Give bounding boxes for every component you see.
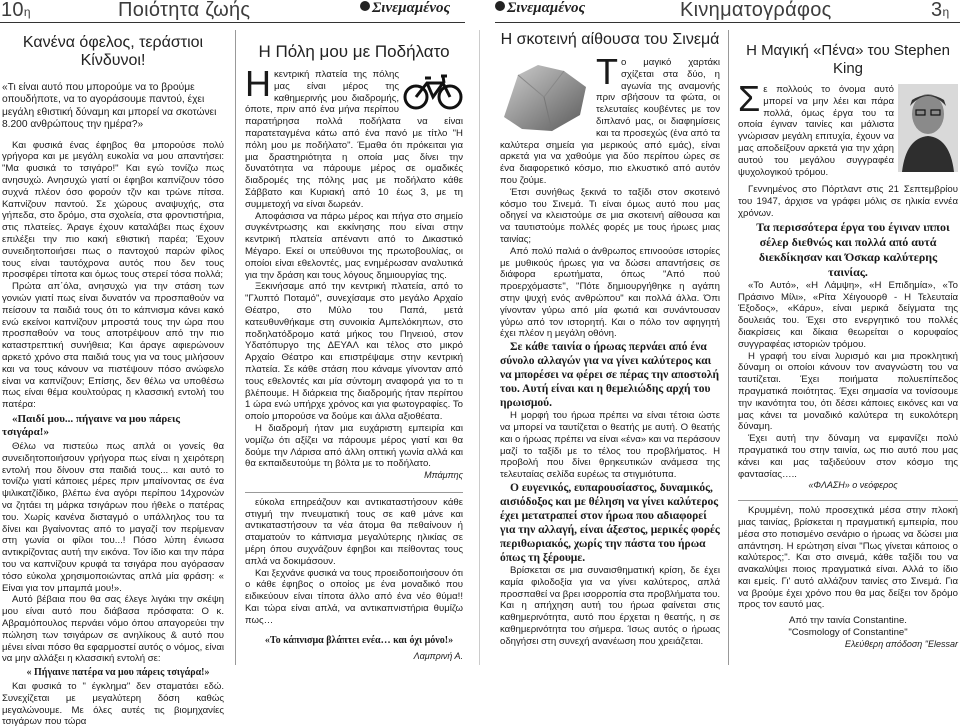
paragraph: Η διαδρομή ήταν μια ευχάριστη εμπειρία και νομίζω ότι αξίζει να πάρουμε μέρος γιατί και θα δούμε την Λάρισα από άλλη οπτική γωνία αλλά και θα εκπαιδευτούμε τη βόλτα με το ποδήλατο. — [245, 422, 463, 470]
cinema-photo — [500, 57, 592, 137]
credit-line: Από την ταινία Constantine. — [789, 615, 907, 627]
pull-quote: Σε κάθε ταινία ο ήρωας περνάει από ένα σύνολο αλλαγών για να γίνει καλύτερος και να μπορέσει να φέρει σε πέρας την αποστολή του. Αυτή είναι και η θεμελιώδης αρχή του ηρωισμού. — [500, 341, 720, 410]
paragraph: Αποφάσισα να πάρω μέρος και πήγα στο σημείο συγκέντρωσης και εκκίνησης που είναι στην κεντρική πλατεία απέναντι από το Δικαστικό Μέγαρο. Εκεί οι υπεύθυνοι της πρωτοβουλίας, οι οποίοι είναι εθελοντές, μας ενημέρωσαν αναλυτικά για την δράση και τους λόγους δημιουργίας της. — [245, 210, 463, 281]
paragraph: Η γραφή του είναι λυρισμό και μια προκλητική δύναμη οι οποίοι κάνουν τον αναγνώστη του να ταυτίζεται. Έχει ποιήματα πολυεπίπεδος πραγματικά ποιότητας. Έχει σημασία να τονίσουμε την ικανότητα του, ότι δέσει κάποιες εικόνες και να μας κάνει τα μοναδικό καλύτερα τη ευκολότερη δύναμη. — [738, 350, 958, 433]
right-page-header — [495, 0, 960, 23]
article-bicycle — [245, 28, 463, 667]
author-signature: «ΦΛΑΣΗ» ο νεόφερος — [808, 480, 898, 491]
paragraph: Κρυμμένη, πολύ προσεχτικά μέσα στην πλοκή μιας ταινίας, βρίσκεται η πραγματική εμπειρία, που μέσα στο ποτισμένο σενάριο ο ήρωας να δώσει μια απάντηση. Η ερώτηση είναι "Πως γίνεται κάποιος ο καλύτερος;". Και στο σινεμά, κάθε ταξίδι του να ανακαλύψει ποιος πραγματικά είναι. Αλλά το ίδιο και εμείς. Γι' αυτό αλλάζουν ταινίες στο Σινεμά. Για να βρούμε έχει χρόνο που θα μας δείξει τον δρόμο προς τον εαυτό μας. — [738, 505, 958, 611]
paragraph: Γεννημένος στο Πόρτλαντ στις 21 Σεπτεμβρίου του 1947, άρχισε να γράφει μόλις σε ηλικία εννέα χρόνων. — [738, 184, 958, 219]
right-section-title: Κινηματογράφος — [680, 0, 832, 21]
paragraph: Και φυσικά ένας έφηβος θα μπορούσε πολύ γρήγορα και με μεγάλη ευκολία να μου απαντήσει: "Μα φυσικά το τσιγάρο!" Και εγώ τονίζω πως ανησυχώ. Ανησυχώ γιατί οι έφηβοι καπνίζουν τόσο συχνά πλέον όσο φορούν τζιν και τρώνε πίτσα. Καπνίζουν παντού. Σε χώρους αναψυχής, στα γήπεδα, στο δρόμο, στα σχολεία, στα φροντιστήρια, στις πλατείες. Άραγε έχουν καταλάβει πως έχουν επιλέξει την πιο κακή εθιστική παρέα; Έχουν συνειδητοποιήσει πως ο παντοχού παρών φίλος τους είναι ταυτόχρονα αυτός που δεν τους προσφέρει τίποτα και όμως τους στερεί τόσα πολλά; — [2, 139, 224, 281]
paragraph: Και φυσικά το " έγκλημα" δεν σταματάει εδώ. Συνεχίζεται με μεγαλύτερη δόση καθώς μεγαλώνουμε. Με όλες αυτές τις βιομηχανίες τσιγάρων που τώρα — [2, 681, 224, 728]
paragraph: εύκολα επηρεάζουν και αντικαταστήσουν κάθε στιγμή την πνευματική τους σε καθ μάνε και αντικαταστήσουν τα νέα άτομα θα πεθαίνουν ή σταματούν το κάπνισμα μεγαλύτερης ηλικίας σε μέρη όπου συχνάζουν έφηβοι και πείθοντας τους απλά να δοκιμάσουν. — [245, 496, 463, 567]
paragraph: Βρίσκεται σε μια συναισθηματική κρίση, δε έχει καμία φιλοδοξία για να γίνει καλύτερος, απλά προσπαθεί να βρει ισορροπία στα προβλήματα του. Και η απήχηση αυτή του ήρωα φαίνεται στις καθημερινότητα, αυτό που έρχεται η θεατής, η σε καθημερινότητα του σήμερα. Ίσως αυτός ο ήρωας οδηγήσει στη συνεχή ανανέωση που χρειάζεται. — [500, 564, 720, 647]
article-title: Η Μαγική «Πένα» του Stephen King — [746, 42, 950, 77]
paragraph: Πρώτα απ΄όλα, ανησυχώ για την στάση των γονιών γιατί πως είναι δυνατόν να προσπαθούν να πείσουν τα παιδιά τους ότι το κάπνισμα κάνει κακό ενώ εκείνοι καπνίζουν μπροστά τους την ώρα που προσπαθούν να τους αποτρέψουν από την πιο καταστρεπτική συνήθεια; Και άραγε αφιερώνουν αρκετό χρόνο στα παιδιά τους για να τους μιλήσουν και να τους κάνουν να πιστέψουν πόσο ανώφελο είναι να καπνίζουν; Επίσης, δεν θέλω να υποθέσω πως είναι θέμα κουλτούρας η κλασσική εντολή του πατέρα: — [2, 281, 224, 411]
article-title: Η Πόλη μου με Ποδήλατο — [258, 42, 450, 61]
pull-quote: «Παιδί μου... πήγαινε να μου πάρεις τσιγάρα!» — [2, 412, 181, 438]
gutter-rule — [479, 30, 480, 665]
author-portrait — [898, 84, 958, 172]
pull-quote: Τα περισσότερα έργα του έγιναν ιπποι σέλερ διεθνώς και πολλά από αυτά διεκδίκησαν και Όσκαρ καλύτερης ταινίας. — [756, 219, 950, 279]
left-page-header — [0, 0, 465, 23]
drop-cap: Σ — [738, 78, 761, 119]
pull-quote: Ο ευγενικός, ευπαρουσίαστος, δυναμικός, αισιόδοξος και με θέληση να γίνει καλύτερος έχει μετατραπεί στον ήρωα που αδιαφορεί για την αλλαγή, είναι άξεστος, μερικές φορές περιθωριακός, χωρίς την πάστα του ήρωα όπως τη ξέρουμε. — [500, 481, 720, 564]
article-stephen-king — [738, 28, 958, 667]
section-divider — [738, 500, 958, 501]
intro-text: «Τι είναι αυτό που μπορούμε να το βρούμε οπουδήποτε, να το αγοράσουμε παντού, έχει μεγάλη εθιστική δύναμη και μπορεί να σκοτώνει 8.200 ανθρώπους την ημέρα?» — [2, 82, 217, 131]
author-signature: Λαμπρινή Α. — [413, 650, 463, 661]
credit-line: "Cosmology of Constantine" — [788, 627, 908, 639]
lead-paragraph: ε πολλούς το όνομα αυτό μπορεί να μην λέει και πάρα πολλά, όμως έργα του τα οποία έγιναν ταινίες και μάλιστα γνώρισαν μεγάλη επιτυχία, έχουν να μας αποδείξουν αρκετά για την χάρη αυτού του μεγάλου συγγραφέα ψυχολογικού τρόμου. — [738, 84, 894, 178]
film-reel-icon — [360, 1, 370, 11]
article-title: Η σκοτεινή αίθουσα του Σινεμά — [500, 31, 720, 48]
left-section-title: Ποιότητα ζωής — [118, 0, 251, 21]
section-divider — [245, 492, 463, 493]
paragraph: Έχει αυτή την δύναμη να εμφανίζει πολύ πραγματικά του στην ταινία, ως πιο αυτό που μας κάνει και μας ταξιδεύουν στον κόσμο της φαντασίας….. — [738, 433, 958, 480]
pull-quote: « Πήγαινε πατέρα να μου πάρεις τσιγάρα!» — [26, 667, 210, 679]
paragraph: Θέλω να πιστεύω πως απλά οι γονείς θα συνειδητοποιήσουν γρήγορα πως είναι η χειρότερη εντολή που δίνουν στα παιδιά τους... και αυτό το τονίζω γιατί κάποιες μέρες πριν μπαίνοντας σε ένα ψιλικατζίδικο, βλέπω ένα αγόρι περίπου 14χρονών να ζητάει τη μάρκα τσιγάρων που ήθελε ο πατέρας του. Χωρίς κανένα δισταγμό ο υπάλληλος του τα δίνει και βγαίνοντας από το μαγαζί τον περίμεναν στη γωνία οι φίλοι του...! Πόσο λύπη ένιωσα αντικρίζοντας αυτή την εικόνα. Τον ίδιο και την πάρα του να καπνίζουν κρυφά τα τσιγάρα που αγόρασαν τόσο εύκολα χρησιμοποιώντας απλά μία φράση: « Είναι για τον μπαμπά μου!». — [2, 440, 224, 594]
paragraph: Η μορφή του ήρωα πρέπει να είναι τέτοια ώστε να μπορεί να ταυτίζεται ο θεατής με αυτή. Ο θεατής και ο ήρωας πρέπει να είναι «ένα» και να περάσουν μαζί το ταξίδι με το τέλος του προβλήματος. Η προβολή που δίνει θρηκευτικών ανάμεσα της τελευταίας σελίδα ευρέως τα στιγμιότυπα. — [500, 410, 720, 481]
brand-logo-right: Σινεμαμένος — [495, 0, 585, 17]
drop-cap: Η — [245, 63, 271, 104]
article-cinema — [500, 28, 720, 667]
bicycle-icon — [403, 69, 463, 111]
lead-paragraph: κεντρική πλατεία της πόλης μας είναι μέρος της καθημερινής μου διαδρομής, όποτε, πριν από ένα μήνα περίπου παρατήρησα πολλά ποδήλατα να είναι παρατεταγμένα κάτω από ένα πανό με τίτλο "Η πόλη μου με ποδήλατο". Έμαθα ότι πρόκειται για μια δραστηριότητα η οποία μας δίνει την δυνατότητα να πάρουμε μέρος σε ομαδικές διαδρομές της πόλης μας με ποδήλατο κάθε Σάββατο και Κυριακή από 10 έως 3, με τη συμμετοχή να είναι δωρεάν. — [245, 69, 463, 210]
article-smoking — [2, 28, 224, 728]
paragraph: «Το Αυτό», «Η Λάμψη», «Η Επιδημία», «Το Πράσινο Μίλι», «Ρίτα Χέιγουορθ - Η Τελευταία Έξοδος», «Κάρυ», είναι μερικά δείγματα της δουλειάς του. Έχει στο ενεργητικό του πολλές διακρίσεις και δίκαια θεωρείται ο κορυφαίος συγγραφέας ιστοριών τρόμου. — [738, 279, 958, 350]
paragraph: Και ξεχνάνε φυσικά να τους προειδοποιήσουν ότι ο κάθε έφηβος ο οποίος με ένα μοναδικό που ειδικεύουν είναι τίποτα άλλο από ένα νέο θύμα!! Και τώρα είναι απλά, να αντικαπνιστήρια θυμίζω πως… — [245, 567, 463, 626]
article-title: Κανένα όφελος, τεράστιοι Κίνδυνοι! — [22, 34, 204, 69]
lead-paragraph: ο μαγικό χαρτάκι σχίζεται στα δύο, η αγωνία της αναμονής πριν σβήσουν τα φώτα, οι τελευταίες κουβέντες με τον διπλανό μας, οι διαφημίσεις και τα προσεχώς (ένα από τα καλύτερα σημεία για μερικούς από εμάς), είναι αρκετά για να χαθούμε για δύο περίπου ώρες σε ένα διαφορετικό κόσμο, πιο ελκυστικό από αυτόν που ζούμε. — [500, 57, 720, 186]
drop-cap: Τ — [596, 51, 618, 92]
left-page-number: 10η — [1, 0, 31, 21]
column-rule — [728, 30, 729, 665]
paragraph: Έτσι συνήθως ξεκινά το ταξίδι στον σκοτεινό κόσμο του Σινεμά. Τι είναι όμως αυτό που μας οδηγεί να κλειστούμε σε μια σκοτεινή αίθουσα και να ταυτιστούμε πολλές φορές με τους ήρωες μιας ταινίας; — [500, 186, 720, 245]
right-page-number: 3η — [931, 0, 950, 21]
author-signature: Ελεύθερη απόδοση "Elessar — [844, 638, 958, 649]
paragraph: Από πολύ παλιά ο άνθρωπος επινοούσε ιστορίες με μυθικούς ήρωες για να δώσει απαντήσεις σε διάφορα ερωτήματα, όπως "Από πού προερχόμαστε", "Πότε δημιουργήθηκε η αγάπη στην ψυχή ενός ανθρώπου" και πολλά άλλα. Όπι γίνονταν γύρω από μία φωτιά και συνάντουσαν γύρω από τον ιστορητή. Και ο πόλο τον αφηγητή έχει πλέον η μεγάλη οθόνη. — [500, 245, 720, 340]
paragraph: Αυτό βέβαια που θα σας έλεγε λιγάκι την σκέψη μου είναι αυτό που διάβασα πρόσφατα: Ο κ. Αβραμόπουλος περνάει νόμο όπου απαγορεύει την πώληση των τσιγάρων σε ανηλίκους & αυτό που μένει είναι πόσο θα εφαρμοστεί αυτός ο νόμος, είναι να μην αλλάξει η κλασσική εντολή σε: — [2, 594, 224, 665]
paragraph: Ξεκινήσαμε από την κεντρική πλατεία, από το "Γλυπτό Ποταμό", συνεχίσαμε στο μεγάλο Αρχαίο Θέατρο, στο Μύλο του Παπά, μετά κατευθυνθήκαμε στη συνοικία Αμπελόκηπων, στο ποδηλατόδρομο κατά μήκος του Πηνειού, στον Υδατόπυργο της ΔΕΥΑΛ και τέλος στο μικρό Αρχαίο Θέατρο και επιστρέψαμε στην κεντρική πλατεία. Σε κάθε στάση που κάναμε γίνονταν από τους εθελοντές και μία σύντομη αναφορά για το τι βλέπουμε. Η διάρκεια της διαδρομής ήταν περίπου 1 ώρα ενώ υπήρχε χρόνος και για φωτογραφίες. Το οποίο μπορούσε να δούμε και άλλα αξιοθέατα. — [245, 281, 463, 423]
column-rule — [235, 30, 236, 665]
film-reel-icon — [495, 1, 505, 11]
author-signature: Μπάμπης — [424, 470, 463, 481]
pull-quote: «Το κάπνισμα βλάπτει ενέα… και όχι μόνο!» — [264, 634, 454, 646]
brand-logo: Σινεμαμένος — [360, 0, 450, 17]
